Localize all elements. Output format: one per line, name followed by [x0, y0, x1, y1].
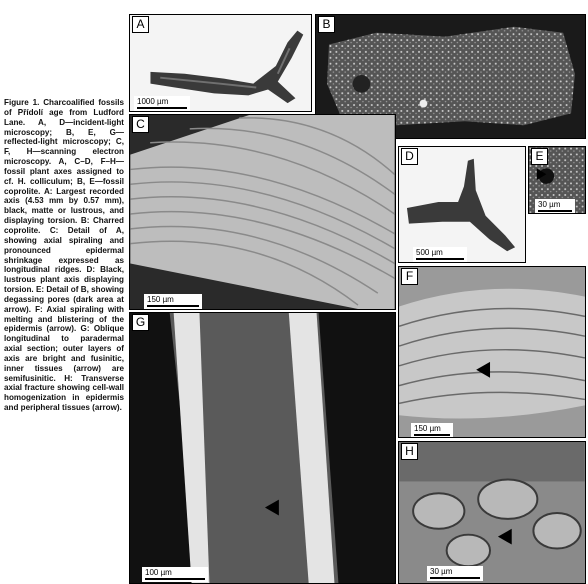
panel-g-scale-label: 100 µm	[145, 568, 172, 577]
panel-a-scale-line	[137, 107, 187, 109]
panel-c-image	[130, 115, 395, 309]
panel-c-scale-line	[147, 305, 199, 307]
panel-e-scale-line	[538, 210, 572, 212]
panel-h-scale-label: 30 µm	[430, 567, 453, 576]
panel-h	[398, 441, 586, 584]
panel-c-letter: C	[132, 116, 149, 133]
figure-caption: Figure 1. Charcoalified fossils of Přídolí age from Ludford Lane. A, D—incident-light microscopy; B, E, G—reflected-light microscopy; C, F, H—scanning electron microscopy. A, C–D, F–H—fossil plant axes assigned to cf. H. colliculum; B, E—fossil coprolite. A: Largest recorded axis (4.53 mm by 0.57 mm), black, matte or lustrous, and displaying torsion. B: Charred coprolite. C: Detail of A, showing axial spiraling and pronounced epidermal shrinkage expressed as longitudinal ridges. D: Black, lustrous plant axis displaying torsion. E: Detail of B, showing degassing pores (dark area at arrow). F: Axial spiraling with melting and blistering of the epidermis (arrow). G: Oblique longitudinal to paradermal axial section; outer layers of axis are bright and fusinitic, inner tissues (arrow) are semifusinitic. H: Transverse axial fracture showing cell-wall homogenization in epidermis and peripheral tissues (arrow).	[4, 98, 124, 413]
panel-g-letter: G	[132, 314, 149, 331]
panel-h-scale-bar	[427, 566, 483, 581]
panel-g-scale-bar	[142, 567, 208, 582]
panel-a-letter: A	[132, 16, 149, 33]
panel-f-scale-line	[414, 434, 450, 436]
panel-c	[129, 114, 396, 310]
panel-d-scale-bar	[413, 247, 467, 262]
panel-b-letter: B	[318, 16, 335, 33]
panel-g-image	[130, 313, 395, 583]
panel-d	[398, 146, 526, 263]
panel-f-letter: F	[401, 268, 418, 285]
panel-a-scale-label: 1000 µm	[137, 97, 169, 106]
panel-e-scale-bar	[535, 199, 575, 214]
panel-f-scale-label: 150 µm	[414, 424, 441, 433]
panel-d-scale-line	[416, 258, 464, 260]
panel-c-scale-bar	[144, 294, 202, 309]
panel-h-letter: H	[401, 443, 418, 460]
panel-f	[398, 266, 586, 438]
panel-e	[528, 146, 586, 214]
panel-f-scale-bar	[411, 423, 453, 438]
panel-a	[129, 14, 312, 112]
panel-a-scale-bar	[134, 96, 190, 111]
panel-e-scale-label: 30 µm	[538, 200, 561, 209]
panel-h-scale-line	[430, 577, 480, 579]
panel-c-scale-label: 150 µm	[147, 295, 174, 304]
panel-f-image	[399, 267, 585, 437]
panel-h-image	[399, 442, 585, 583]
panel-d-scale-label: 500 µm	[416, 248, 443, 257]
panel-g	[129, 312, 396, 584]
panel-e-letter: E	[531, 148, 548, 165]
panel-d-letter: D	[401, 148, 418, 165]
panel-g-scale-line	[145, 578, 205, 580]
